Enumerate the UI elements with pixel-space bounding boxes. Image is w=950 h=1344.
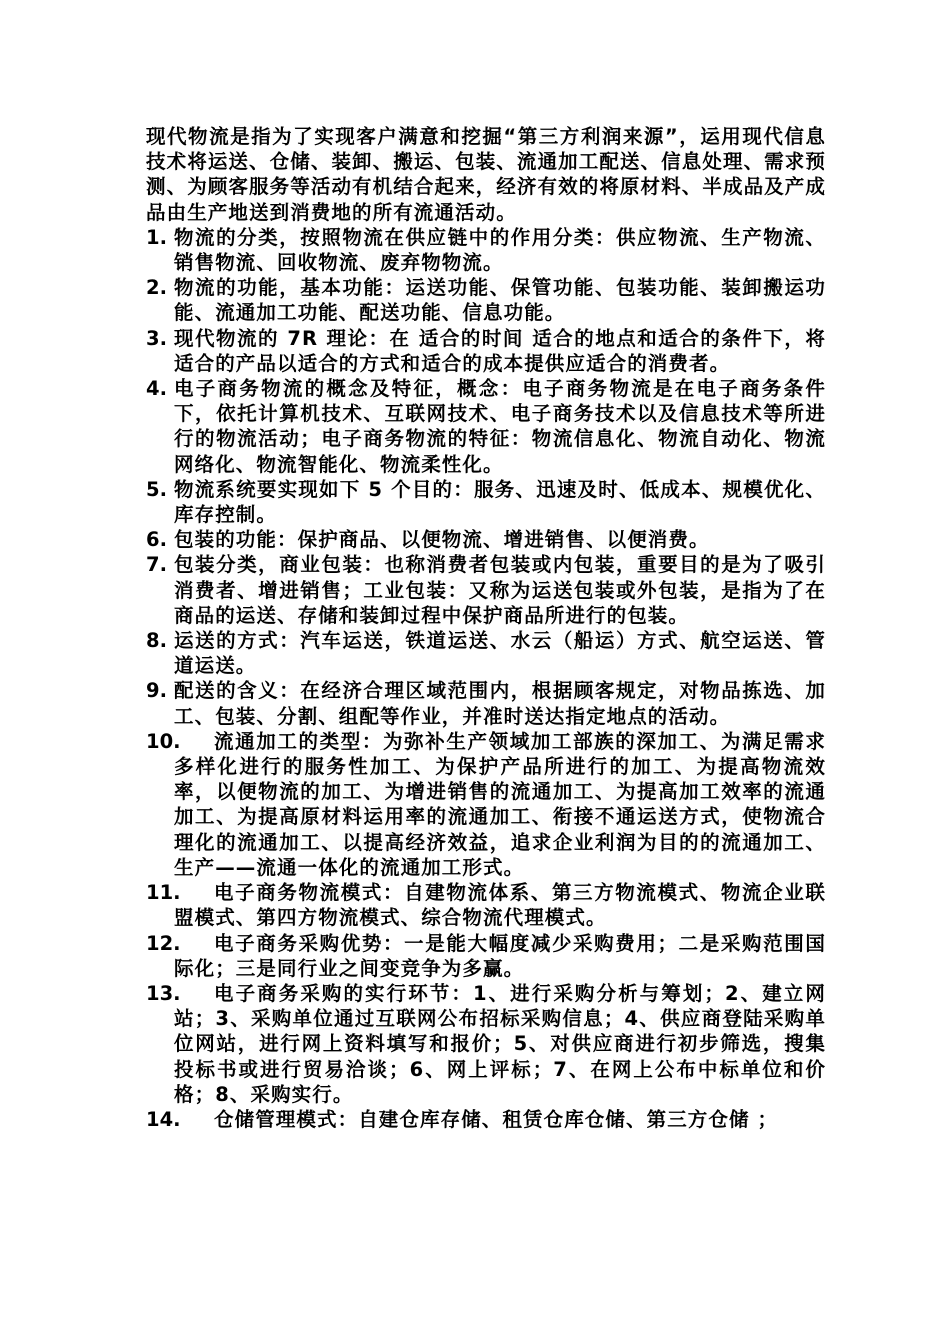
list-text: 运送的方式：汽车运送，铁道运送、水云（船运）方式、航空运送、管道运送。 xyxy=(174,629,826,678)
list-number: 4. xyxy=(146,377,167,401)
list-text: 仓储管理模式：自建仓库存储、租赁仓库仓储、第三方仓储 ； xyxy=(214,1107,779,1131)
list-text: 物流的分类，按照物流在供应链中的作用分类：供应物流、生产物流、销售物流、回收物流、废弃物物流。 xyxy=(174,225,826,275)
list-number: 9. xyxy=(146,679,167,703)
list-number: 3. xyxy=(146,326,167,350)
list-text: 电子商务采购优势：一是能大幅度减少采购费用；二是采购范围国际化；三是同行业之间变竞争为多赢。 xyxy=(174,931,826,980)
list-number: 13. xyxy=(146,981,181,1005)
list-number: 11. xyxy=(146,881,181,905)
list-text: 物流系统要实现如下 5 个目的：服务、迅速及时、低成本、规模优化、库存控制。 xyxy=(174,477,826,527)
list-number: 7. xyxy=(146,553,167,577)
list-text: 电子商务采购的实行环节：1、进行采购分析与筹划；2、建立网站；3、采购单位通过互联网公布招标采购信息；4、供应商登陆采购单位网站，进行网上资料填写和报价；5、对供应商进行初步筛选，搜集投标书或进行贸易洽谈；6、网上评标；7、在网上公布中标单位和价格；8、采购实行。 xyxy=(174,981,826,1106)
list-text: 电子商务物流的概念及特征，概念：电子商务物流是在电子商务条件下，依托计算机技术、互联网技术、电子商务技术以及信息技术等所进行的物流活动；电子商务物流的特征：物流信息化、物流自动化、物流网络化、物流智能化、物流柔性化。 xyxy=(174,377,826,476)
list-item xyxy=(146,729,826,880)
list-item xyxy=(146,931,826,981)
list-item xyxy=(146,1107,826,1132)
list-number: 14. xyxy=(146,1107,181,1131)
list-number: 2. xyxy=(146,276,167,300)
list-item xyxy=(146,527,826,552)
list-number: 12. xyxy=(146,931,181,955)
list-item xyxy=(146,275,826,325)
list-item xyxy=(146,678,826,728)
list-item xyxy=(146,326,826,376)
list-text: 现代物流的 7R 理论：在 适合的时间 适合的地点和适合的条件下，将适合的产品以适合的方式和适合的成本提供应适合的消费者。 xyxy=(174,326,826,375)
intro-paragraph: 现代物流是指为了实现客户满意和挖掘“第三方利润来源”，运用现代信息技术将运送、仓储、装卸、搬运、包装、流通加工配送、信息处理、需求预测、为顾客服务等活动有机结合起来，经济有效的将原材料、半成品及产成品由生产地送到消费地的所有流通活动。 xyxy=(146,125,826,224)
list-number: 8. xyxy=(146,629,167,653)
list-item xyxy=(146,552,826,628)
list-text: 包装的功能：保护商品、以便物流、增进销售、以便消费。 xyxy=(174,528,710,552)
list-text: 包装分类，商业包装：也称消费者包装或内包装，重要目的是为了吸引消费者、增进销售；工业包装：又称为运送包装或外包装，是指为了在商品的运送、存储和装卸过程中保护商品所进行的包装。 xyxy=(174,553,826,627)
list-number: 6. xyxy=(146,528,167,552)
list-item xyxy=(146,477,826,527)
list-number: 5. xyxy=(146,477,167,501)
list-text: 配送的含义：在经济合理区域范围内，根据顾客规定，对物品拣选、加工、包装、分割、组配等作业，并准时送达指定地点的活动。 xyxy=(174,679,826,728)
list-number: 10. xyxy=(146,729,181,753)
list-number: 1. xyxy=(146,225,167,249)
list-text: 流通加工的类型：为弥补生产领域加工部族的深加工、为满足需求多样化进行的服务性加工、为保护产品所进行的加工、为提高物流效率，以便物流的加工、为增进销售的流通加工、为提高加工效率的流通加工、为提高原材料运用率的流通加工、衔接不通运送方式，使物流合理化的流通加工、以提高经济效益，追求企业利润为目的的流通加工、生产——流通一体化的流通加工形式。 xyxy=(174,729,826,879)
list-text: 物流的功能，基本功能：运送功能、保管功能、包装功能、装卸搬运功能、流通加工功能、配送功能、信息功能。 xyxy=(174,276,826,325)
numbered-list xyxy=(146,225,826,1132)
list-item xyxy=(146,880,826,930)
list-item xyxy=(146,628,826,678)
list-text: 电子商务物流模式：自建物流体系、第三方物流模式、物流企业联盟模式、第四方物流模式、综合物流代理模式。 xyxy=(174,881,826,930)
list-item xyxy=(146,225,826,275)
document-body xyxy=(146,124,826,1132)
list-item xyxy=(146,376,826,477)
list-item xyxy=(146,981,826,1107)
